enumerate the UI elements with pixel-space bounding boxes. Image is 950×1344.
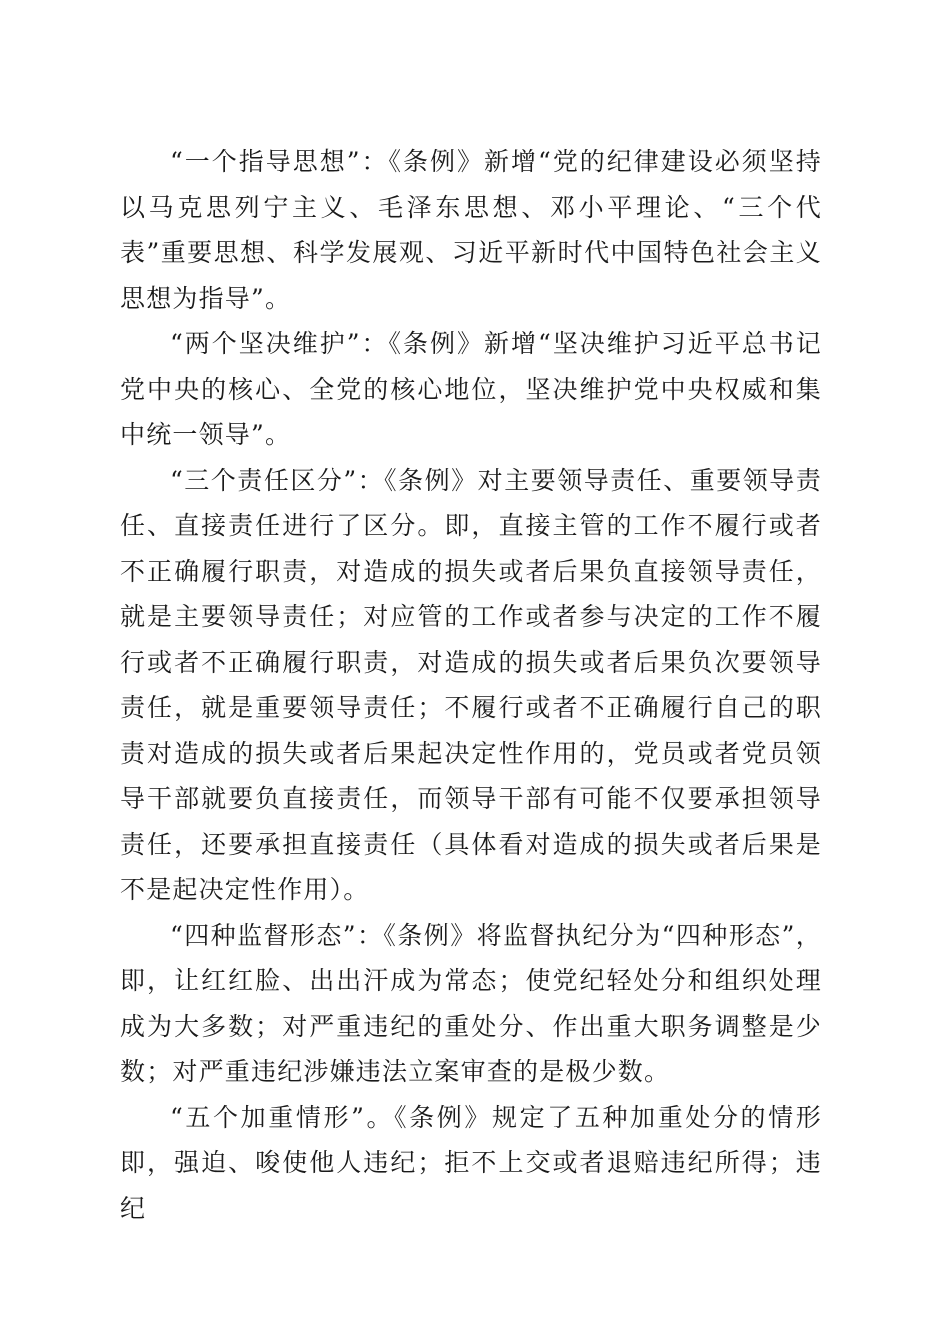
paragraph-four-supervision-forms: “四种监督形态”：《条例》将监督执纪分为“四种形态”，即，让红红脸、出出汗成为常态；使党纪轻处分和组织处理成为大多数；对严重违纪的重处分、作出重大职务调整是少数；对严重违纪涉嫌违法立案审查的是极少数。 (120, 920, 822, 1086)
paragraph-one-guiding-ideology: “一个指导思想”：《条例》新增“党的纪律建设必须坚持以马克思列宁主义、毛泽东思想、邓小平理论、“三个代表”重要思想、科学发展观、习近平新时代中国特色社会主义思想为指导”。 (120, 147, 822, 313)
paragraph-five-aggravating-circumstances: “五个加重情形”。《条例》规定了五种加重处分的情形即，强迫、唆使他人违纪；拒不上交或者退赔违纪所得；违纪 (120, 1102, 822, 1223)
paragraph-two-resolute-safeguards: “两个坚决维护”：《条例》新增“坚决维护习近平总书记党中央的核心、全党的核心地位，坚决维护党中央权威和集中统一领导”。 (120, 329, 822, 449)
paragraph-three-responsibility-types: “三个责任区分”：《条例》对主要领导责任、重要领导责任、直接责任进行了区分。即，直接主管的工作不履行或者不正确履行职责，对造成的损失或者后果负直接领导责任，就是主要领导责任；对应管的工作或者参与决定的工作不履行或者不正确履行职责，对造成的损失或者后果负次要领导责任，就是重要领导责任；不履行或者不正确履行自己的职责对造成的损失或者后果起决定性作用的，党员或者党员领导干部就要负直接责任，而领导干部有可能不仅要承担领导责任，还要承担直接责任（具体看对造成的损失或者后果是不是起决定性作用）。 (120, 465, 822, 904)
document-body (120, 139, 822, 1231)
